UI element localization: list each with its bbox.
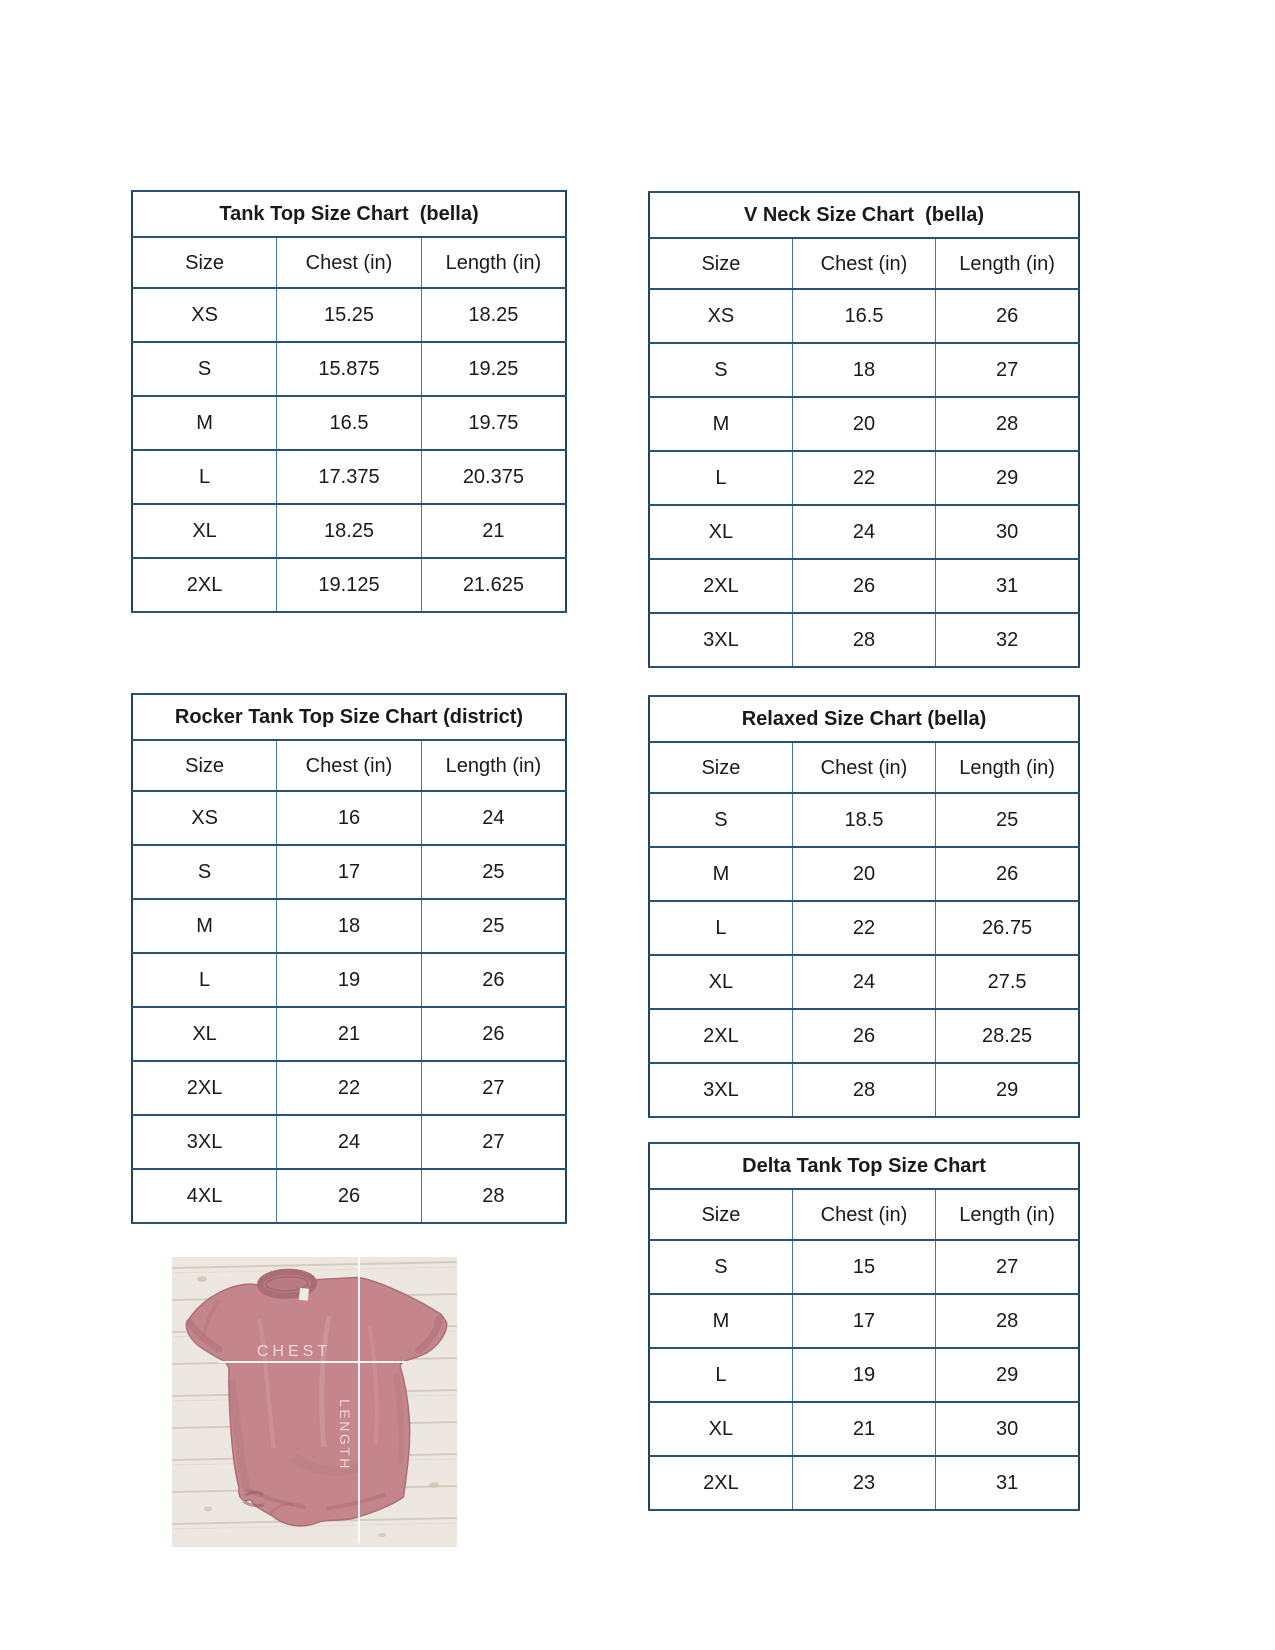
- table-cell: 28: [936, 397, 1079, 451]
- table-row: [649, 847, 1079, 901]
- table-cell: 29: [936, 1348, 1079, 1402]
- table-cell: 28: [936, 1294, 1079, 1348]
- table-row: [649, 613, 1079, 667]
- table-cell: 28: [792, 613, 935, 667]
- table-cell: S: [132, 845, 277, 899]
- table-cell: 26.75: [936, 901, 1079, 955]
- table-cell: 15.25: [277, 288, 422, 342]
- length-label: LENGTH: [337, 1399, 353, 1471]
- table-title: V Neck Size Chart (bella): [649, 192, 1079, 238]
- table-cell: 21: [421, 504, 566, 558]
- table-row: [649, 1348, 1079, 1402]
- table-cell: L: [649, 451, 792, 505]
- table-row: [132, 845, 566, 899]
- table-cell: 2XL: [132, 558, 277, 612]
- table-cell: 28.25: [936, 1009, 1079, 1063]
- table-cell: 22: [792, 901, 935, 955]
- column-header-length: Length (in): [936, 742, 1079, 793]
- table-cell: S: [649, 1240, 792, 1294]
- table-cell: L: [132, 450, 277, 504]
- table-cell: 20: [792, 847, 935, 901]
- table-cell: M: [649, 1294, 792, 1348]
- column-header-length: Length (in): [936, 1189, 1079, 1240]
- table-cell: 18.5: [792, 793, 935, 847]
- table-cell: XS: [649, 289, 792, 343]
- table-cell: 16.5: [277, 396, 422, 450]
- table-cell: 19.75: [421, 396, 566, 450]
- table-cell: 15: [792, 1240, 935, 1294]
- table-row: [132, 450, 566, 504]
- table-row: [649, 1009, 1079, 1063]
- table-cell: 26: [421, 953, 566, 1007]
- table-row: [649, 1456, 1079, 1510]
- column-header-chest: Chest (in): [792, 742, 935, 793]
- table-cell: L: [649, 901, 792, 955]
- table-cell: 2XL: [132, 1061, 277, 1115]
- column-header-size: Size: [649, 742, 792, 793]
- table-cell: 2XL: [649, 1009, 792, 1063]
- table-row: [649, 559, 1079, 613]
- table-cell: 19.125: [277, 558, 422, 612]
- table-row: [132, 1061, 566, 1115]
- column-header-length: Length (in): [936, 238, 1079, 289]
- table-cell: 21: [277, 1007, 422, 1061]
- table-cell: 25: [421, 845, 566, 899]
- table-cell: 17: [792, 1294, 935, 1348]
- table-cell: M: [649, 847, 792, 901]
- table-row: [132, 288, 566, 342]
- table-cell: 26: [277, 1169, 422, 1223]
- size-table-relaxed: [648, 695, 1080, 1118]
- column-header-chest: Chest (in): [277, 237, 422, 288]
- table-row: [132, 1115, 566, 1169]
- table-row: [649, 1063, 1079, 1117]
- table-cell: 24: [792, 955, 935, 1009]
- table-cell: M: [132, 899, 277, 953]
- table-cell: 22: [277, 1061, 422, 1115]
- size-table-rocker-tank-top: [131, 693, 567, 1224]
- table-title-row: [649, 192, 1079, 238]
- table-header-row: [649, 1189, 1079, 1240]
- table-cell: S: [132, 342, 277, 396]
- table-cell: 16: [277, 791, 422, 845]
- table-cell: 23: [792, 1456, 935, 1510]
- table-cell: 29: [936, 1063, 1079, 1117]
- table-cell: 17: [277, 845, 422, 899]
- table-cell: 26: [792, 1009, 935, 1063]
- table-cell: 27: [936, 343, 1079, 397]
- table-header-row: [132, 237, 566, 288]
- table-row: [649, 1402, 1079, 1456]
- table-title-row: [132, 694, 566, 740]
- table-title: Relaxed Size Chart (bella): [649, 696, 1079, 742]
- table-cell: 25: [936, 793, 1079, 847]
- table-cell: XL: [649, 1402, 792, 1456]
- table-header-row: [649, 742, 1079, 793]
- table-cell: 30: [936, 1402, 1079, 1456]
- table-title: Tank Top Size Chart (bella): [132, 191, 566, 237]
- table-cell: 28: [421, 1169, 566, 1223]
- size-table-delta-tank-top: [648, 1142, 1080, 1511]
- table-cell: 3XL: [649, 1063, 792, 1117]
- column-header-chest: Chest (in): [277, 740, 422, 791]
- shirt-measurement-photo: [172, 1257, 457, 1547]
- table-cell: 27: [936, 1240, 1079, 1294]
- table-row: [132, 899, 566, 953]
- table-cell: L: [649, 1348, 792, 1402]
- table-row: [649, 955, 1079, 1009]
- table-cell: 31: [936, 1456, 1079, 1510]
- table-title: Delta Tank Top Size Chart: [649, 1143, 1079, 1189]
- size-table-tank-top: [131, 190, 567, 613]
- table-cell: 31: [936, 559, 1079, 613]
- table-row: [649, 451, 1079, 505]
- table-cell: 27: [421, 1061, 566, 1115]
- table-cell: 24: [421, 791, 566, 845]
- table-cell: XS: [132, 288, 277, 342]
- table-cell: XS: [132, 791, 277, 845]
- table-cell: 3XL: [649, 613, 792, 667]
- table-cell: 24: [792, 505, 935, 559]
- column-header-size: Size: [132, 237, 277, 288]
- table-cell: 32: [936, 613, 1079, 667]
- table-title: Rocker Tank Top Size Chart (district): [132, 694, 566, 740]
- table-cell: 30: [936, 505, 1079, 559]
- table-row: [649, 793, 1079, 847]
- table-row: [132, 1169, 566, 1223]
- table-cell: XL: [132, 504, 277, 558]
- table-cell: 4XL: [132, 1169, 277, 1223]
- table-cell: 18.25: [421, 288, 566, 342]
- table-row: [649, 1240, 1079, 1294]
- table-row: [649, 901, 1079, 955]
- table-cell: 2XL: [649, 559, 792, 613]
- table-cell: 19: [792, 1348, 935, 1402]
- table-cell: 26: [421, 1007, 566, 1061]
- table-row: [132, 396, 566, 450]
- shirt-photo-graphic: [172, 1257, 457, 1547]
- table-cell: 22: [792, 451, 935, 505]
- table-cell: 21.625: [421, 558, 566, 612]
- table-cell: 21: [792, 1402, 935, 1456]
- column-header-size: Size: [649, 1189, 792, 1240]
- table-cell: L: [132, 953, 277, 1007]
- column-header-chest: Chest (in): [792, 238, 935, 289]
- table-cell: 16.5: [792, 289, 935, 343]
- table-row: [649, 1294, 1079, 1348]
- table-row: [132, 558, 566, 612]
- table-row: [649, 289, 1079, 343]
- table-row: [132, 953, 566, 1007]
- table-cell: M: [649, 397, 792, 451]
- table-title-row: [649, 1143, 1079, 1189]
- size-table-v-neck: [648, 191, 1080, 668]
- table-row: [649, 343, 1079, 397]
- table-row: [649, 397, 1079, 451]
- table-cell: 20: [792, 397, 935, 451]
- table-cell: 18.25: [277, 504, 422, 558]
- table-cell: 26: [936, 847, 1079, 901]
- table-cell: 26: [936, 289, 1079, 343]
- table-header-row: [649, 238, 1079, 289]
- table-row: [132, 1007, 566, 1061]
- table-row: [132, 791, 566, 845]
- table-cell: 15.875: [277, 342, 422, 396]
- table-cell: 17.375: [277, 450, 422, 504]
- table-cell: S: [649, 343, 792, 397]
- table-title-row: [132, 191, 566, 237]
- column-header-length: Length (in): [421, 740, 566, 791]
- table-header-row: [132, 740, 566, 791]
- table-cell: XL: [132, 1007, 277, 1061]
- table-cell: 18: [792, 343, 935, 397]
- table-cell: 3XL: [132, 1115, 277, 1169]
- table-cell: 26: [792, 559, 935, 613]
- table-cell: 19: [277, 953, 422, 1007]
- column-header-length: Length (in): [421, 237, 566, 288]
- table-row: [132, 504, 566, 558]
- column-header-chest: Chest (in): [792, 1189, 935, 1240]
- column-header-size: Size: [649, 238, 792, 289]
- table-cell: XL: [649, 955, 792, 1009]
- table-cell: S: [649, 793, 792, 847]
- table-cell: 25: [421, 899, 566, 953]
- table-row: [132, 342, 566, 396]
- table-cell: 27: [421, 1115, 566, 1169]
- table-cell: 2XL: [649, 1456, 792, 1510]
- table-title-row: [649, 696, 1079, 742]
- table-cell: 28: [792, 1063, 935, 1117]
- table-cell: XL: [649, 505, 792, 559]
- table-cell: M: [132, 396, 277, 450]
- column-header-size: Size: [132, 740, 277, 791]
- table-row: [649, 505, 1079, 559]
- table-cell: 20.375: [421, 450, 566, 504]
- table-cell: 19.25: [421, 342, 566, 396]
- table-cell: 18: [277, 899, 422, 953]
- neck-tag: [299, 1288, 309, 1301]
- table-cell: 27.5: [936, 955, 1079, 1009]
- chest-label: CHEST: [256, 1343, 332, 1360]
- table-cell: 29: [936, 451, 1079, 505]
- table-cell: 24: [277, 1115, 422, 1169]
